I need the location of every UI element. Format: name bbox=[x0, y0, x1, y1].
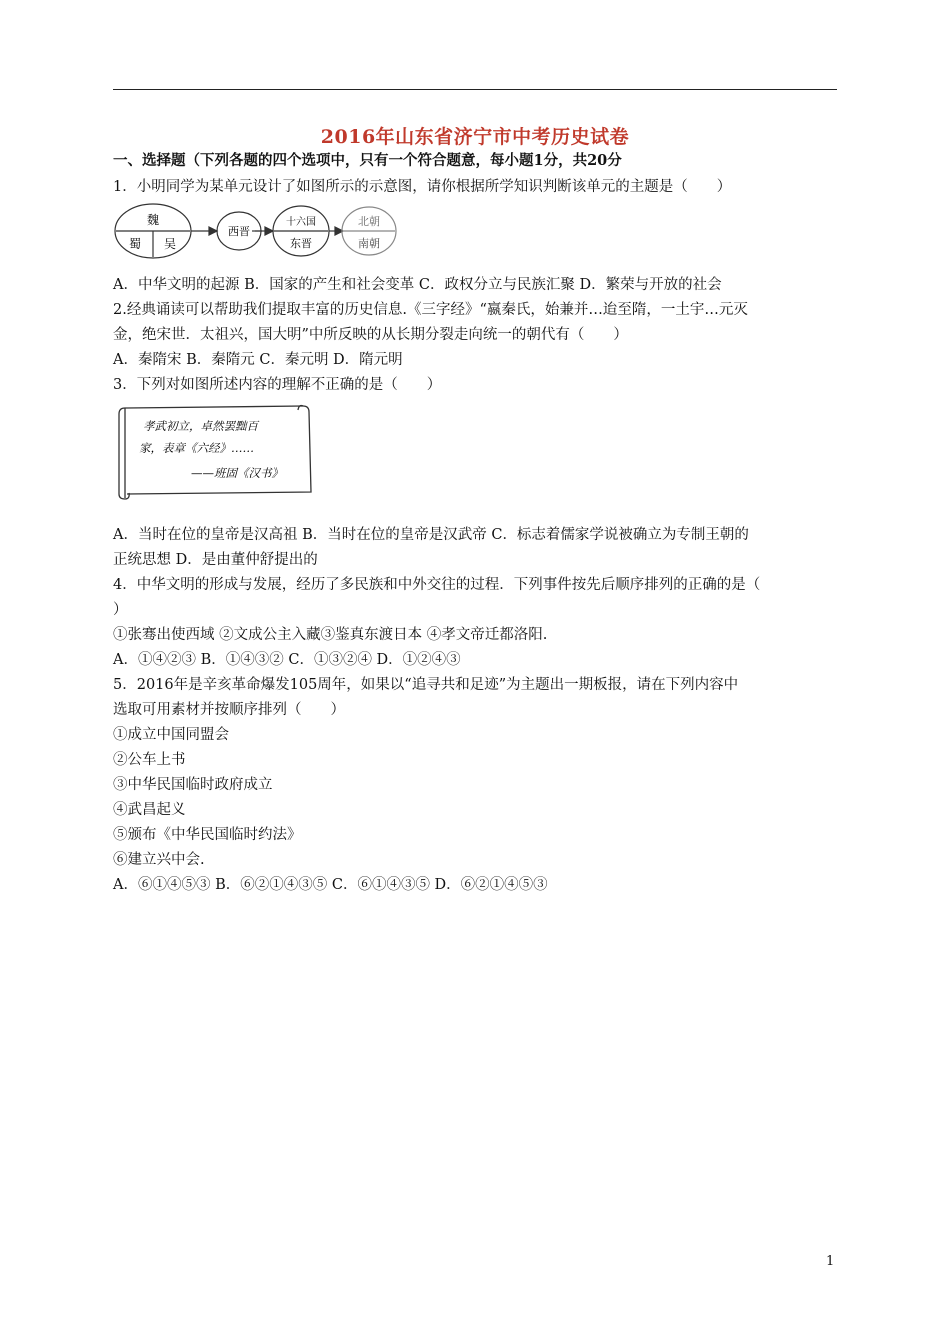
q5-item: ③中华民国临时政府成立 bbox=[113, 777, 273, 793]
page-number: 1 bbox=[826, 1254, 835, 1269]
diagram-wei-label: 魏 bbox=[146, 213, 160, 227]
q5-item: ⑤颁布《中华民国临时约法》 bbox=[113, 827, 302, 843]
diagram-shu-label: 蜀 bbox=[128, 237, 142, 251]
q5-item: ⑥建立兴中会. bbox=[113, 852, 205, 868]
q5-stem-line1: 5．2016年是辛亥革命爆发105周年，如果以“追寻共和足迹”为主题出一期板报，请在下列内容中 bbox=[113, 677, 739, 693]
page-title: 2016年山东省济宁市中考历史试卷 bbox=[320, 126, 630, 148]
q1-diagram bbox=[113, 200, 403, 266]
diagram-southern-dynasties-label: 南朝 bbox=[358, 237, 380, 250]
q1-options: A．中华文明的起源 B．国家的产生和社会变革 C．政权分立与民族汇聚 D．繁荣与开放的社会 bbox=[113, 277, 722, 293]
q2-options: A．秦隋宋 B．秦隋元 C．秦元明 D．隋元明 bbox=[113, 352, 403, 368]
diagram-wu-label: 吴 bbox=[163, 237, 177, 251]
scroll-text-line1: 孝武初立，卓然罢黜百 bbox=[143, 419, 258, 433]
diagram-xijin-label: 西晋 bbox=[228, 225, 250, 238]
q5-stem-line2: 选取可用素材并按顺序排列（ ） bbox=[113, 702, 345, 718]
q5-options: A．⑥①④⑤③ B．⑥②①④③⑤ C．⑥①④③⑤ D．⑥②①④⑤③ bbox=[113, 877, 548, 893]
q5-item: ④武昌起义 bbox=[113, 802, 186, 818]
scroll-text-line3: ——班固《汉书》 bbox=[191, 466, 283, 480]
q4-options: A．①④②③ B．①④③② C．①③②④ D．①②④③ bbox=[113, 652, 461, 668]
diagram-northern-dynasties-label: 北朝 bbox=[358, 215, 380, 228]
q5-item: ①成立中国同盟会 bbox=[113, 727, 229, 743]
diagram-sixteen-kingdoms-label: 十六国 bbox=[286, 217, 316, 228]
diagram-dongjin-label: 东晋 bbox=[290, 237, 312, 250]
q3-stem: 3．下列对如图所述内容的理解不正确的是（ ） bbox=[113, 377, 442, 393]
scroll-text-line2: 家，表章《六经》…… bbox=[139, 441, 254, 455]
q2-stem-line2: 金，绝宋世．太祖兴，国大明”中所反映的从长期分裂走向统一的朝代有（ ） bbox=[113, 327, 628, 343]
q3-options-line1: A．当时在位的皇帝是汉高祖 B．当时在位的皇帝是汉武帝 C．标志着儒家学说被确立为专制王朝的 bbox=[113, 527, 749, 543]
q4-stem-line1: 4．中华文明的形成与发展，经历了多民族和中外交往的过程．下列事件按先后顺序排列的正确的是（ bbox=[113, 577, 761, 593]
q4-stem-line2: ） bbox=[113, 602, 128, 618]
q1-stem: 1．小明同学为某单元设计了如图所示的示意图，请你根据所学知识判断该单元的主题是（ ） bbox=[113, 179, 732, 195]
header-rule bbox=[113, 89, 837, 90]
q3-scroll-image bbox=[113, 398, 318, 502]
q3-options-line2: 正统思想 D．是由董仲舒提出的 bbox=[113, 552, 318, 568]
q2-stem-line1: 2.经典诵读可以帮助我们提取丰富的历史信息.《三字经》“嬴秦氏，始兼并…迨至隋，一土宇…元灭 bbox=[113, 302, 748, 318]
section-heading: 一、选择题（下列各题的四个选项中，只有一个符合题意，每小题1分，共20分 bbox=[113, 152, 622, 169]
q5-item: ②公车上书 bbox=[113, 752, 186, 768]
q4-events: ①张骞出使西域 ②文成公主入藏③鉴真东渡日本 ④孝文帝迁都洛阳. bbox=[113, 627, 548, 643]
